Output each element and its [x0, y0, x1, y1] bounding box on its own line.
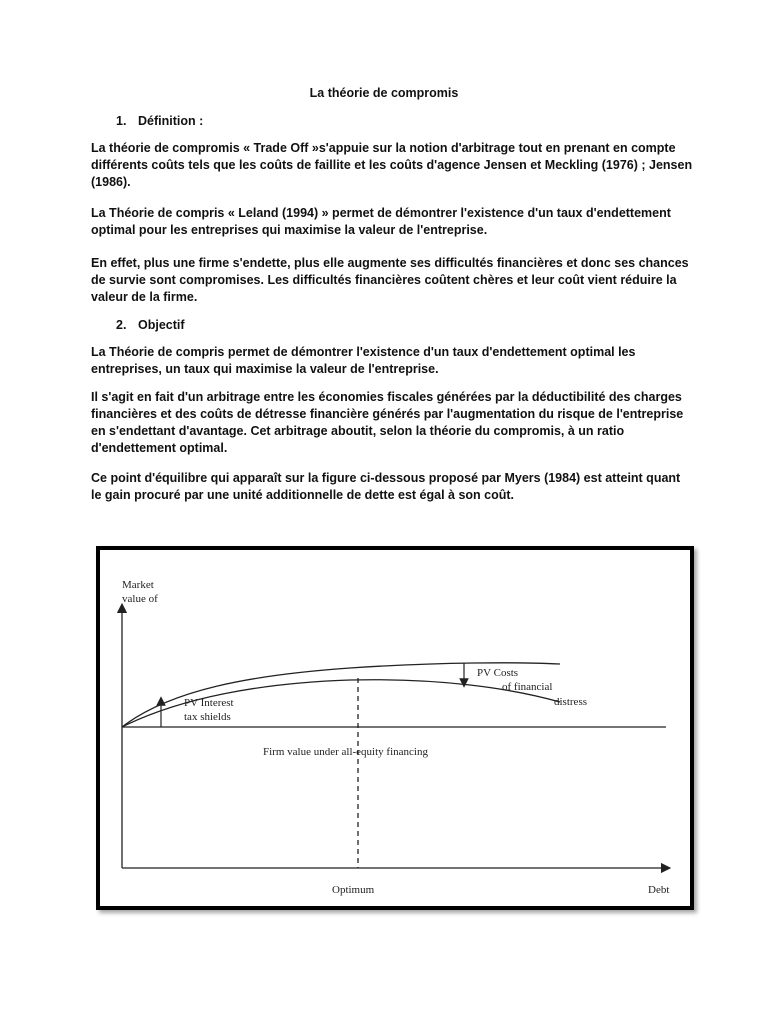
- text-line: La Théorie de compris « Leland (1994) » permet de démontrer l'existence d'un taux d'endettement: [91, 206, 671, 220]
- y-axis-label-line2: value of: [122, 593, 158, 605]
- section-heading-definition: [116, 114, 203, 128]
- text-line: Ce point d'équilibre qui apparaît sur la figure ci-dessous proposé par Myers (1984) est atteint quant: [91, 471, 681, 485]
- text-line: d'endettement optimal.: [91, 441, 228, 455]
- x-axis-label: Debt: [648, 884, 670, 896]
- text-line: différents coûts tels que les coûts de faillite et les coûts d'agence Jensen et Meckling (1976) ; Jensen: [91, 158, 693, 172]
- paragraph-definition: [91, 140, 693, 191]
- pv-interest-label-line2: tax shields: [184, 711, 231, 723]
- text-line: La Théorie de compris permet de démontrer l'existence d'un taux d'endettement optimal les: [91, 345, 636, 359]
- pv-costs-label-line2: of financial: [502, 681, 553, 693]
- paragraph-leland: [91, 205, 681, 239]
- pv-costs-label-line3: distress: [554, 696, 587, 708]
- tradeoff-diagram: [100, 550, 690, 906]
- text-line: En effet, plus une firme s'endette, plus elle augmente ses difficultés financières et donc ses chances: [91, 256, 689, 270]
- text-line: de survie sont compromises. Les difficultés financières coûtent chères et leur coût vient réduire la: [91, 273, 677, 287]
- text-line: le gain procuré par une unité additionnelle de dette est égal à son coût.: [91, 488, 514, 502]
- section-number: 1.: [116, 114, 127, 128]
- optimum-label: Optimum: [332, 884, 375, 896]
- text-line: Il s'agit en fait d'un arbitrage entre les économies fiscales générées par la déductibilité des charges: [91, 390, 682, 404]
- text-line: La théorie de compromis « Trade Off »s'appuie sur la notion d'arbitrage tout en prenant en compte: [91, 141, 676, 155]
- text-line: financières et des coûts de détresse financière générés par l'augmentation du risque de l'entreprise: [91, 407, 684, 421]
- paragraph-arbitrage: [91, 389, 684, 457]
- section-label: Objectif: [138, 318, 185, 332]
- section-heading-objective: [116, 318, 185, 332]
- section-label: Définition :: [138, 114, 204, 128]
- text-line: optimal pour les entreprises qui maximise la valeur de l'entreprise.: [91, 223, 488, 237]
- paragraph-objective: [91, 344, 681, 378]
- pv-interest-label-line1: PV Interest: [184, 697, 234, 709]
- paragraph-effect: [91, 255, 689, 306]
- y-axis-label-line1: Market: [122, 579, 154, 591]
- text-line: entreprises, un taux qui maximise la valeur de l'entreprise.: [91, 362, 439, 376]
- text-line: valeur de la firme.: [91, 290, 198, 304]
- tradeoff-figure: [96, 546, 694, 910]
- paragraph-equilibrium: [91, 470, 681, 504]
- text-line: en s'endettant d'avantage. Cet arbitrage aboutit, selon la théorie du compromis, à un ratio: [91, 424, 625, 438]
- pv-costs-label-line1: PV Costs: [477, 667, 519, 679]
- baseline-label: Firm value under all-equity financing: [263, 746, 428, 758]
- text-line: (1986).: [91, 175, 131, 189]
- section-number: 2.: [116, 318, 127, 332]
- page-title: La théorie de compromis: [309, 86, 459, 100]
